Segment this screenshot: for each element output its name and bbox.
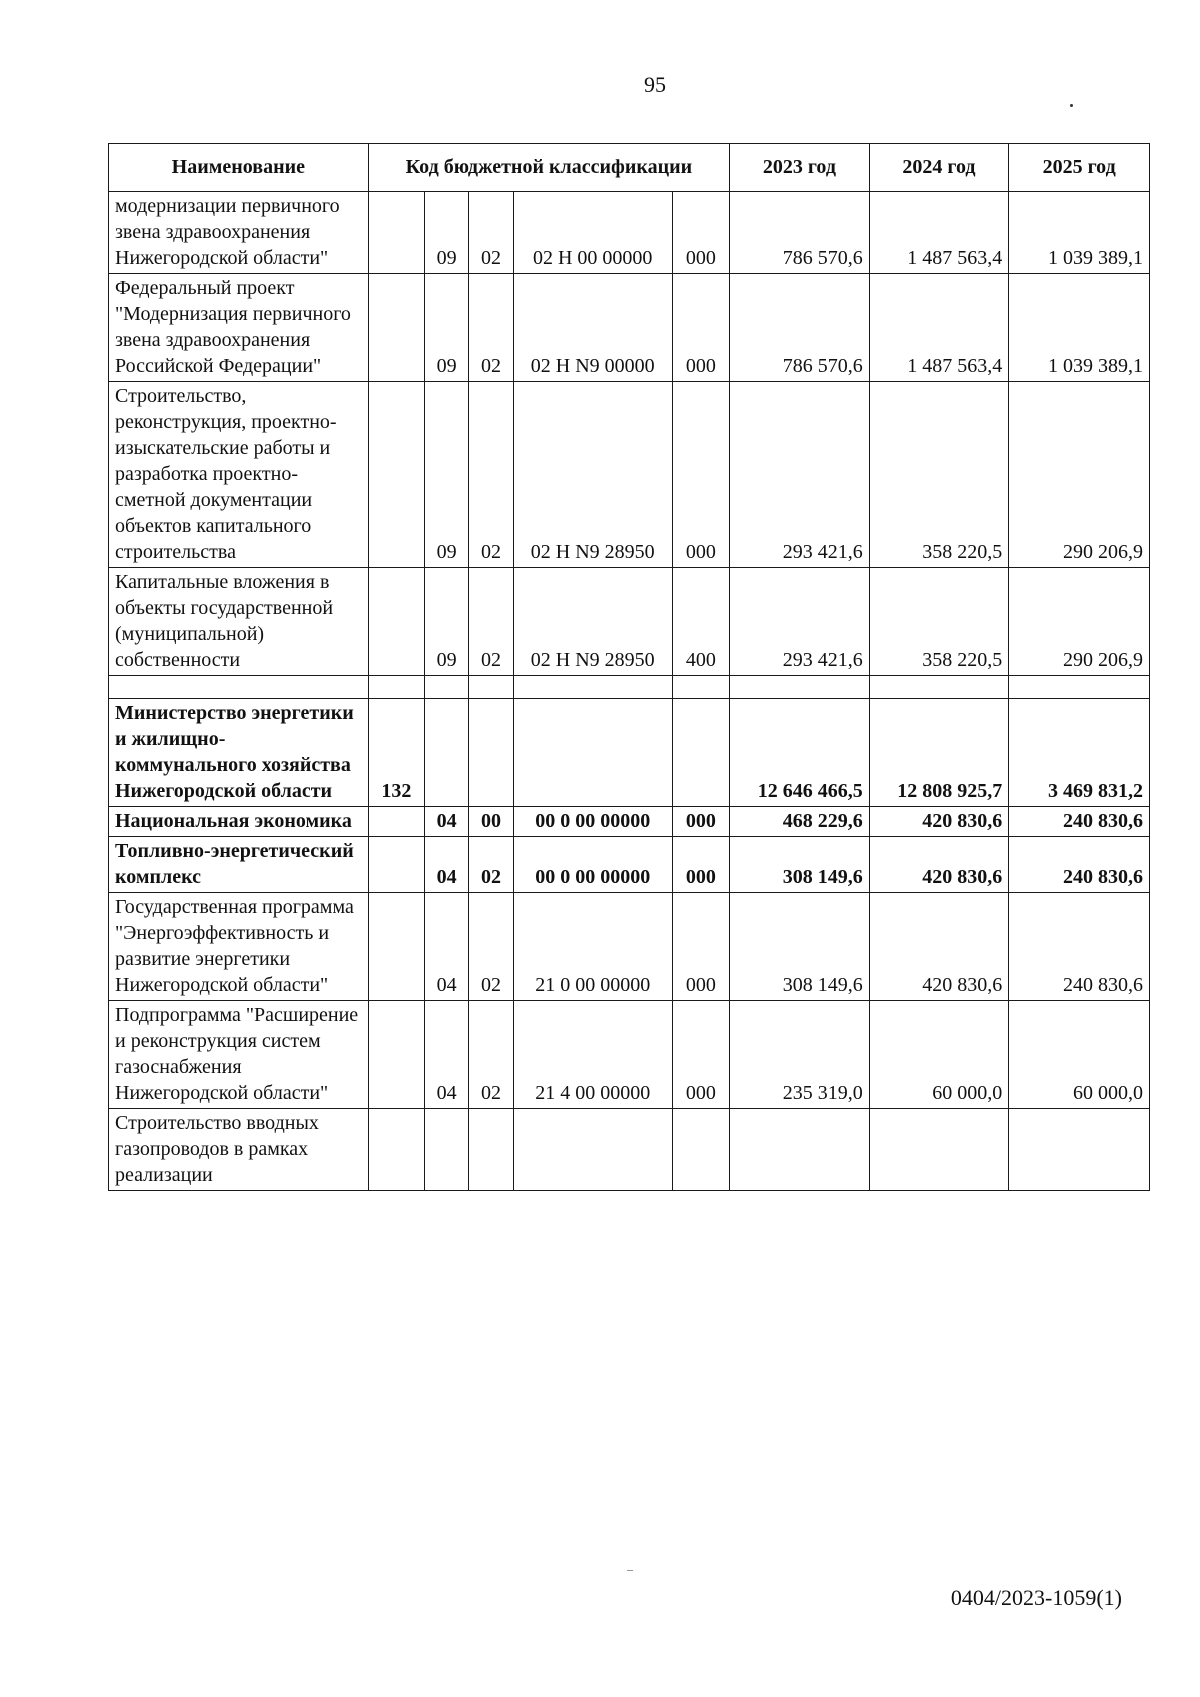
- cell-y2025: 240 830,6: [1009, 807, 1150, 837]
- cell-vr: [672, 676, 729, 699]
- table-row: [109, 192, 1150, 274]
- cell-y2023: 235 319,0: [730, 1001, 870, 1109]
- cell-y2025: 1 039 389,1: [1009, 274, 1150, 382]
- scan-mark: [627, 1570, 633, 1571]
- page-number: 95: [644, 72, 666, 97]
- cell-name: Министерство энергетики и жилищно-коммунального хозяйства Нижегородской области: [109, 699, 369, 807]
- table-row: [109, 1109, 1150, 1191]
- cell-y2024: 60 000,0: [869, 1001, 1009, 1109]
- cell-csr: 00 0 00 00000: [513, 837, 672, 893]
- header-code: Код бюджетной классификации: [368, 144, 729, 192]
- cell-y2024: 420 830,6: [869, 837, 1009, 893]
- cell-vr: [672, 699, 729, 807]
- cell-pr: [469, 699, 513, 807]
- scan-dot: [1070, 104, 1073, 107]
- cell-vr: 000: [672, 807, 729, 837]
- cell-adm: [368, 837, 424, 893]
- header-2023: 2023 год: [730, 144, 870, 192]
- cell-y2023: 308 149,6: [730, 893, 870, 1001]
- cell-y2024: [869, 1109, 1009, 1191]
- table-row: [109, 837, 1150, 893]
- cell-csr: 02 Н N9 28950: [513, 568, 672, 676]
- cell-y2025: 240 830,6: [1009, 837, 1150, 893]
- cell-y2025: [1009, 676, 1150, 699]
- cell-y2023: 293 421,6: [730, 382, 870, 568]
- cell-pr: 02: [469, 274, 513, 382]
- cell-y2023: 468 229,6: [730, 807, 870, 837]
- cell-vr: 400: [672, 568, 729, 676]
- table-row: [109, 699, 1150, 807]
- cell-rz: 04: [424, 893, 468, 1001]
- cell-adm: [368, 274, 424, 382]
- header-2025: 2025 год: [1009, 144, 1150, 192]
- table-row: [109, 568, 1150, 676]
- cell-csr: 21 4 00 00000: [513, 1001, 672, 1109]
- table-body: [109, 192, 1150, 1191]
- table-row: [109, 893, 1150, 1001]
- cell-rz: [424, 699, 468, 807]
- cell-adm: [368, 382, 424, 568]
- cell-rz: 04: [424, 837, 468, 893]
- cell-y2023: 786 570,6: [730, 274, 870, 382]
- cell-adm: [368, 1001, 424, 1109]
- cell-rz: [424, 676, 468, 699]
- spacer-row: [109, 676, 1150, 699]
- header-row: [109, 144, 1150, 192]
- cell-rz: 09: [424, 192, 468, 274]
- cell-vr: 000: [672, 192, 729, 274]
- document-reference: 0404/2023-1059(1): [950, 1585, 1122, 1610]
- cell-vr: 000: [672, 837, 729, 893]
- cell-rz: 04: [424, 807, 468, 837]
- cell-y2025: 290 206,9: [1009, 382, 1150, 568]
- cell-vr: 000: [672, 893, 729, 1001]
- cell-adm: 132: [368, 699, 424, 807]
- cell-y2024: 420 830,6: [869, 807, 1009, 837]
- cell-adm: [368, 676, 424, 699]
- cell-name: Национальная экономика: [109, 807, 369, 837]
- cell-y2024: 1 487 563,4: [869, 274, 1009, 382]
- cell-pr: 02: [469, 893, 513, 1001]
- cell-y2024: 12 808 925,7: [869, 699, 1009, 807]
- cell-y2024: 420 830,6: [869, 893, 1009, 1001]
- cell-y2024: [869, 676, 1009, 699]
- cell-pr: 00: [469, 807, 513, 837]
- cell-csr: [513, 1109, 672, 1191]
- cell-y2024: 1 487 563,4: [869, 192, 1009, 274]
- cell-csr: 02 Н N9 00000: [513, 274, 672, 382]
- cell-pr: 02: [469, 568, 513, 676]
- cell-rz: 09: [424, 382, 468, 568]
- cell-name: Строительство, реконструкция, проектно-изыскательские работы и разработка проектно-сметной документации объектов капитального строительства: [109, 382, 369, 568]
- cell-name: Топливно-энергетический комплекс: [109, 837, 369, 893]
- cell-rz: [424, 1109, 468, 1191]
- cell-y2024: 358 220,5: [869, 382, 1009, 568]
- cell-rz: 09: [424, 568, 468, 676]
- table-row: [109, 1001, 1150, 1109]
- table-row: [109, 382, 1150, 568]
- cell-name: Государственная программа "Энергоэффективность и развитие энергетики Нижегородской области": [109, 893, 369, 1001]
- cell-y2024: 358 220,5: [869, 568, 1009, 676]
- header-2024: 2024 год: [869, 144, 1009, 192]
- cell-y2025: 60 000,0: [1009, 1001, 1150, 1109]
- cell-csr: 00 0 00 00000: [513, 807, 672, 837]
- cell-pr: 02: [469, 192, 513, 274]
- cell-adm: [368, 1109, 424, 1191]
- cell-y2025: 1 039 389,1: [1009, 192, 1150, 274]
- cell-y2023: [730, 1109, 870, 1191]
- cell-vr: 000: [672, 1001, 729, 1109]
- cell-y2023: 293 421,6: [730, 568, 870, 676]
- budget-table: [108, 143, 1150, 1191]
- cell-csr: 21 0 00 00000: [513, 893, 672, 1001]
- cell-y2025: 290 206,9: [1009, 568, 1150, 676]
- cell-y2023: [730, 676, 870, 699]
- header-name: Наименование: [109, 144, 369, 192]
- cell-adm: [368, 807, 424, 837]
- cell-y2023: 786 570,6: [730, 192, 870, 274]
- table-row: [109, 274, 1150, 382]
- cell-name: Капитальные вложения в объекты государственной (муниципальной) собственности: [109, 568, 369, 676]
- cell-vr: 000: [672, 274, 729, 382]
- cell-pr: 02: [469, 837, 513, 893]
- cell-csr: 02 Н N9 28950: [513, 382, 672, 568]
- cell-csr: [513, 699, 672, 807]
- cell-y2025: 240 830,6: [1009, 893, 1150, 1001]
- cell-y2025: [1009, 1109, 1150, 1191]
- cell-name: Подпрограмма "Расширение и реконструкция систем газоснабжения Нижегородской области": [109, 1001, 369, 1109]
- cell-pr: [469, 1109, 513, 1191]
- cell-name: модернизации первичного звена здравоохранения Нижегородской области": [109, 192, 369, 274]
- cell-name: [109, 676, 369, 699]
- cell-vr: 000: [672, 382, 729, 568]
- cell-rz: 09: [424, 274, 468, 382]
- cell-vr: [672, 1109, 729, 1191]
- cell-adm: [368, 893, 424, 1001]
- cell-pr: 02: [469, 382, 513, 568]
- cell-pr: 02: [469, 1001, 513, 1109]
- cell-name: Федеральный проект "Модернизация первичного звена здравоохранения Российской Федерации": [109, 274, 369, 382]
- cell-pr: [469, 676, 513, 699]
- cell-y2023: 12 646 466,5: [730, 699, 870, 807]
- cell-rz: 04: [424, 1001, 468, 1109]
- cell-y2023: 308 149,6: [730, 837, 870, 893]
- table-row: [109, 807, 1150, 837]
- cell-csr: [513, 676, 672, 699]
- cell-csr: 02 Н 00 00000: [513, 192, 672, 274]
- cell-name: Строительство вводных газопроводов в рамках реализации: [109, 1109, 369, 1191]
- cell-adm: [368, 192, 424, 274]
- cell-y2025: 3 469 831,2: [1009, 699, 1150, 807]
- cell-adm: [368, 568, 424, 676]
